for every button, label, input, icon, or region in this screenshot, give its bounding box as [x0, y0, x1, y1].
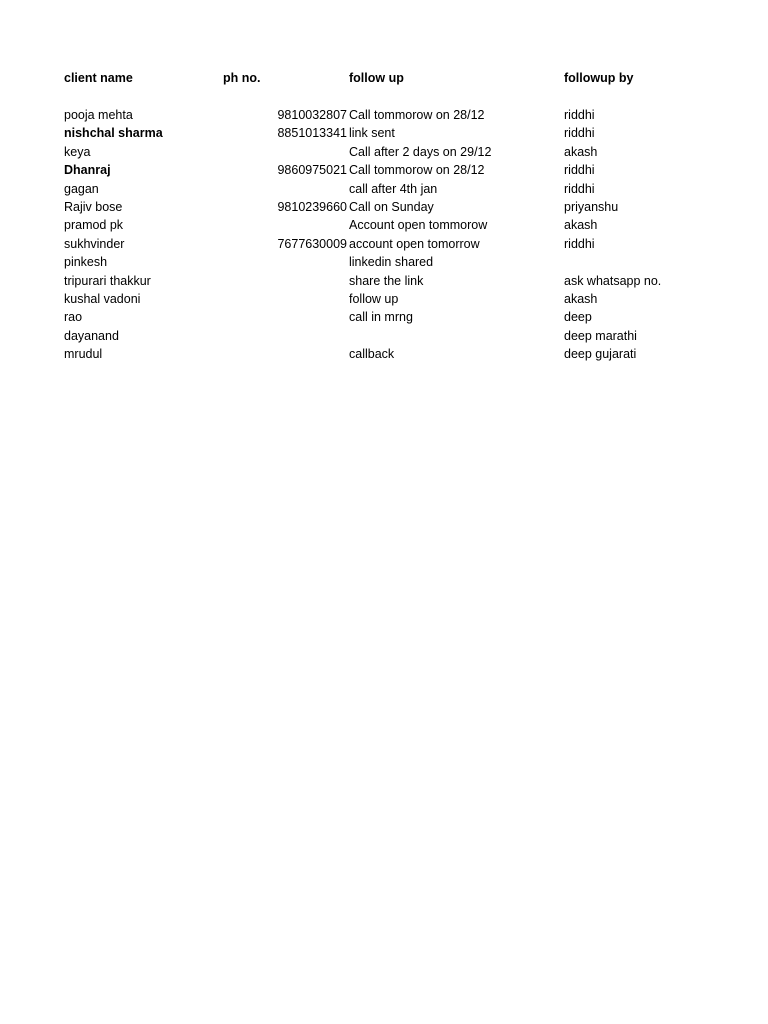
follow-up-cell: call in mrng — [349, 310, 413, 325]
header-followup-by: followup by — [564, 71, 634, 85]
phone-cell — [230, 272, 347, 290]
follow-up-cell: Call on Sunday — [349, 200, 434, 214]
phone-cell — [230, 143, 347, 161]
phone-cell: 9860975021 — [277, 163, 347, 178]
header-client-name: client name — [64, 71, 133, 85]
phone-cell — [230, 180, 347, 198]
client-name-cell: tripurari thakkur — [64, 273, 151, 288]
follow-up-cell: linkedin shared — [349, 255, 434, 270]
table-row — [0, 106, 768, 124]
table-row — [0, 272, 768, 290]
followup-by-cell: riddhi — [564, 163, 595, 178]
table-row — [0, 124, 768, 142]
phone-cell — [230, 345, 347, 363]
phone-cell — [230, 253, 347, 271]
follow-up-cell: Call tommorow on 28/12 — [349, 108, 485, 122]
client-name-cell: gagan — [64, 181, 99, 196]
client-name-cell: dayanand — [64, 328, 119, 343]
client-name-cell: pinkesh — [64, 255, 108, 270]
phone-cell — [230, 290, 347, 308]
client-name-cell: keya — [64, 144, 91, 159]
followup-by-cell: akash — [564, 292, 598, 306]
followup-by-cell: riddhi — [564, 236, 595, 251]
follow-up-cell: Call tommorow on 28/12 — [349, 163, 485, 178]
table-row — [0, 198, 768, 216]
client-name-cell: mrudul — [64, 347, 103, 362]
follow-up-cell: call after 4th jan — [349, 181, 438, 196]
table-row — [0, 216, 768, 234]
followup-by-cell: akash — [564, 218, 598, 233]
followup-by-cell: deep marathi — [564, 328, 637, 343]
table-row — [0, 161, 768, 179]
header-row — [0, 69, 768, 87]
follow-up-cell: share the link — [349, 273, 424, 288]
follow-up-cell: link sent — [349, 126, 395, 141]
phone-cell — [230, 216, 347, 234]
table-row — [0, 143, 768, 161]
phone-cell — [230, 327, 347, 345]
table-row — [0, 235, 768, 253]
client-name-cell: kushal vadoni — [64, 292, 141, 306]
client-name-cell: pramod pk — [64, 218, 124, 233]
client-name-cell: sukhvinder — [64, 236, 125, 251]
table-row — [0, 327, 768, 345]
follow-up-cell: account open tomorrow — [349, 236, 480, 251]
table-row — [0, 308, 768, 326]
client-name-cell: pooja mehta — [64, 108, 133, 122]
phone-cell: 9810032807 — [277, 108, 347, 122]
client-name-cell: rao — [64, 310, 83, 325]
table-row — [0, 345, 768, 363]
header-phone: ph no. — [223, 71, 261, 85]
followup-by-cell: akash — [564, 144, 598, 159]
followup-by-cell: deep — [564, 310, 592, 325]
follow-up-cell: Account open tommorow — [349, 218, 488, 233]
followup-by-cell: priyanshu — [564, 200, 619, 214]
table-row — [0, 253, 768, 271]
client-name-cell: Dhanraj — [64, 163, 111, 178]
followup-by-cell: riddhi — [564, 108, 595, 122]
header-follow-up: follow up — [349, 71, 404, 85]
follow-up-cell: follow up — [349, 292, 399, 306]
follow-up-cell: Call after 2 days on 29/12 — [349, 144, 492, 159]
followup-by-cell: ask whatsapp no. — [564, 273, 662, 288]
client-name-cell: Rajiv bose — [64, 200, 123, 214]
phone-cell: 9810239660 — [277, 200, 347, 214]
followup-by-cell: deep gujarati — [564, 347, 637, 362]
client-name-cell: nishchal sharma — [64, 126, 163, 141]
phone-cell: 7677630009 — [277, 236, 347, 251]
table-row — [0, 290, 768, 308]
table-row — [0, 180, 768, 198]
phone-cell — [230, 308, 347, 326]
followup-by-cell: riddhi — [564, 181, 595, 196]
follow-up-cell: callback — [349, 347, 395, 362]
phone-cell: 8851013341 — [277, 126, 347, 141]
followup-by-cell: riddhi — [564, 126, 595, 141]
